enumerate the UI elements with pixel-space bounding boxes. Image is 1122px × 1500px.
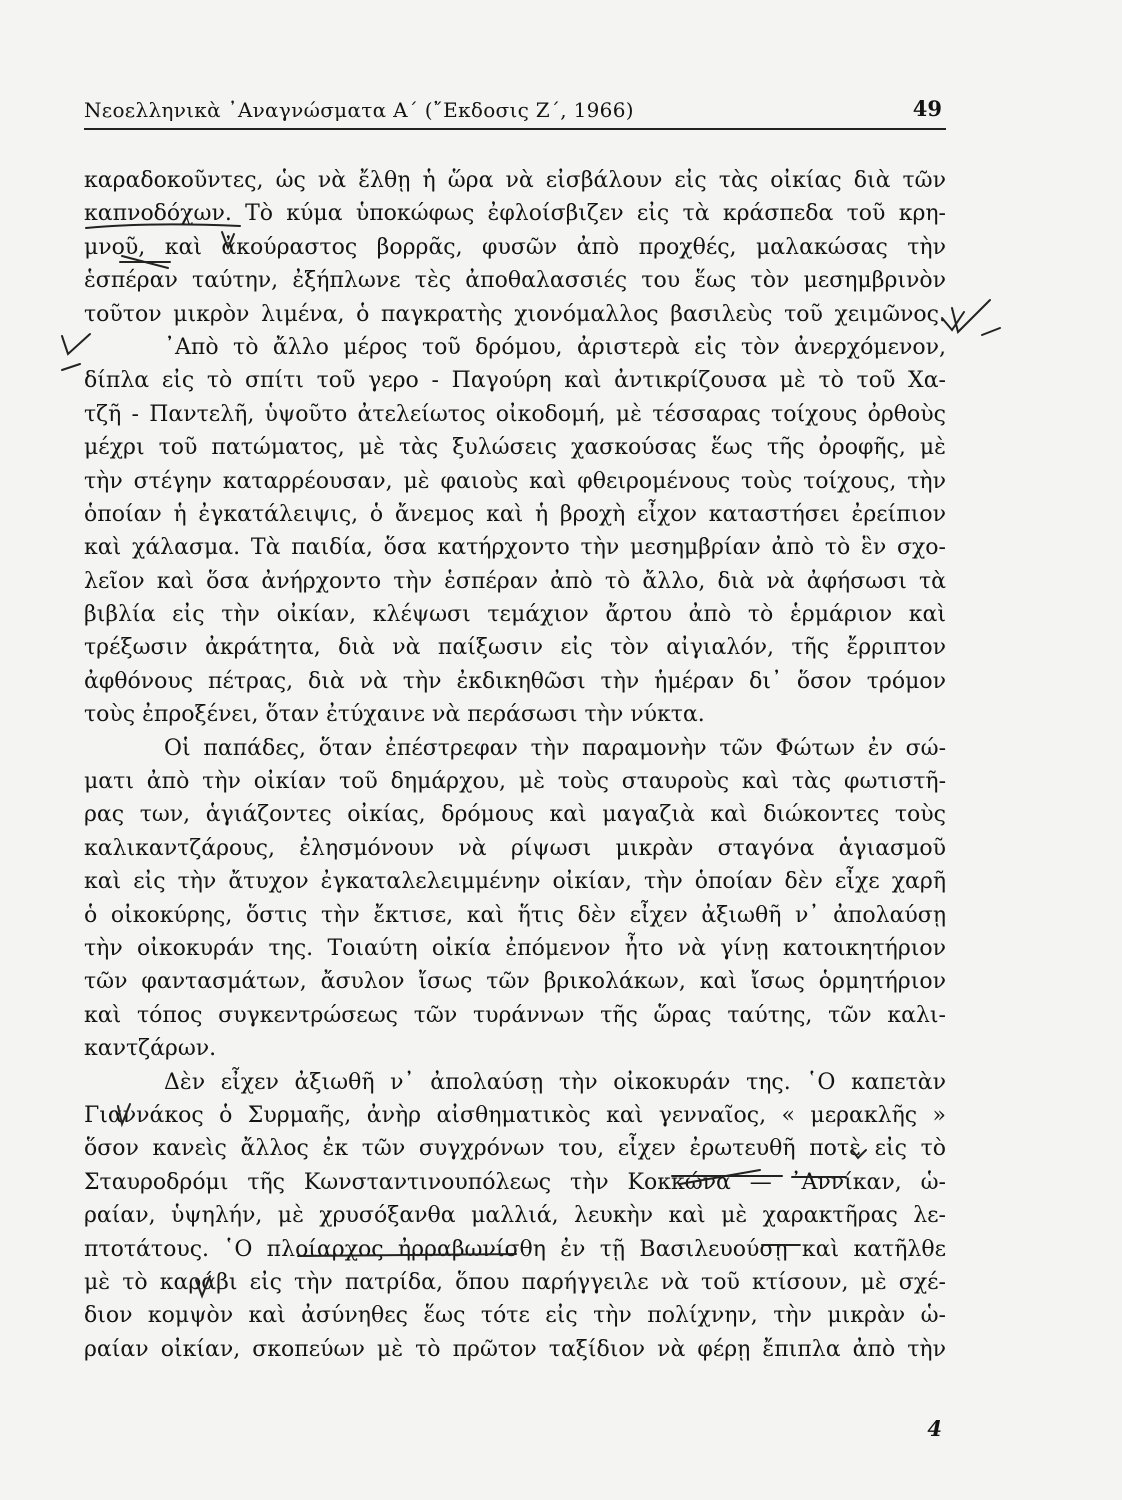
text-line: τρέξωσιν ἀκράτητα, διὰ νὰ παίξωσιν εἰς τὸν αἰγιαλόν, τῆς ἔρριπτον [84,635,946,661]
text-line: ματι ἀπὸ τὴν οἰκίαν τοῦ δημάρχου, μὲ τοὺς σταυροὺς καὶ τὰς φωτιστῆ- [84,769,946,795]
text-line: ἀφθόνους πέτρας, διὰ νὰ τὴν ἐκδικηθῶσι τὴν ἡμέραν δι᾿ ὅσον τρόμον [84,668,946,694]
text-line: καλικαντζάρους, ἐλησμόνουν νὰ ρίψωσι μικρὰν σταγόνα ἁγιασμοῦ [84,835,946,861]
text-line: πτοτάτους. ῾Ο πλοίαρχος ἠρραβωνίσθη ἐν τῇ Βασιλευούσῃ καὶ κατῆλθε [84,1236,946,1262]
text-line: καντζάρων. [84,1036,217,1062]
text-line: βιβλία εἰς τὴν οἰκίαν, κλέψωσι τεμάχιον ἄρτου ἀπὸ τὸ ἑρμάριον καὶ [84,602,946,628]
check-mark [982,328,1000,335]
check-mark [952,300,990,332]
text-line: τζῆ - Παντελῆ, ὑψοῦτο ἀτελείωτος οἰκοδομή, μὲ τέσσαρας τοίχους ὀρθοὺς [84,401,946,427]
text-line: Δὲν εἶχεν ἀξιωθῆ ν᾿ ἀπολαύσῃ τὴν οἰκοκυράν της. ῾Ο καπετὰν [164,1069,946,1095]
text-line: δίπλα εἰς τὸ σπίτι τοῦ γερο - Παγούρη καὶ ἀντικρίζουσα μὲ τὸ τοῦ Χα- [84,368,946,394]
text-line: καραδοκοῦντες, ὡς νὰ ἔλθῃ ἡ ὥρα νὰ εἰσβάλουν εἰς τὰς οἰκίας διὰ τῶν [84,168,946,193]
text-line: ραίαν οἰκίαν, σκοπεύων μὲ τὸ πρῶτον ταξίδιον νὰ φέρῃ ἔπιπλα ἀπὸ τὴν [84,1336,946,1362]
text-line: μέχρι τοῦ πατώματος, μὲ τὰς ξυλώσεις χασκούσας ἕως τῆς ὀροφῆς, μὲ [84,435,946,461]
text-line: Σταυροδρόμι τῆς Κωνσταντινουπόλεως τὴν Κοκκώνα — ᾿Αννίκαν, ὡ- [84,1169,946,1195]
text-line: καὶ τόπος συγκεντρώσεως τῶν τυράννων τῆς ὥρας ταύτης, τῶν καλι- [84,1002,946,1028]
text-line: ᾿Απὸ τὸ ἄλλο μέρος τοῦ δρόμου, ἀριστερὰ εἰς τὸν ἀνερχόμενον, [164,334,946,360]
text-line: ἑσπέραν ταύτην, ἐξήπλωνε τὲς ἀποθαλασσιές του ἕως τὸν μεσημβρινὸν [84,268,946,294]
text-line: ὁ οἰκοκύρης, ὅστις τὴν ἔκτισε, καὶ ἥτις δὲν εἶχεν ἀξιωθῆ ν᾿ ἀπολαύσῃ [84,902,946,928]
text-line: ὁποίαν ἡ ἐγκατάλειψις, ὁ ἄνεμος καὶ ἡ βροχὴ εἶχον καταστήσει ἐρείπιον [84,501,946,527]
text-line: διον κομψὸν καὶ ἀσύνηθες ἕως τότε εἰς τὴν πολίχνην, τὴν μικρὰν ὡ- [84,1303,946,1329]
header-title: Νεοελληνικὰ ᾿Αναγνώσματα Α´ (῎Εκδοσις Ζ´, 1966) [84,98,634,122]
text-line: μὲ τὸ καράβι εἰς τὴν πατρίδα, ὅπου παρήγγειλε νὰ τοῦ κτίσουν, μὲ σχέ- [84,1269,946,1295]
text-line: ρας των, ἁγιάζοντες οἰκίας, δρόμους καὶ μαγαζιὰ καὶ διώκοντες τοὺς [84,802,946,828]
text-line: καπνοδόχων. Τὸ κύμα ὑποκώφως ἐφλοίσβιζεν εἰς τὰ κράσπεδα τοῦ κρη- [84,201,946,227]
text-line: ὅσον κανεὶς ἄλλος ἐκ τῶν συγχρόνων του, εἶχεν ἐρωτευθῆ ποτὲ εἰς τὸ [84,1136,946,1162]
text-line: Οἱ παπάδες, ὅταν ἐπέστρεφαν τὴν παραμονὴν τῶν Φώτων ἐν σώ- [164,735,946,761]
text-line: καὶ χάλασμα. Τὰ παιδία, ὅσα κατήρχοντο τὴν μεσημβρίαν ἀπὸ τὸ ἓν σχο- [84,535,946,561]
text-line: μνοῦ, καὶ ἀκούραστος βορρᾶς, φυσῶν ἀπὸ προχθές, μαλακώσας τὴν [84,234,946,260]
sheet-number: 4 [927,1416,942,1441]
text-line: λεῖον καὶ ὅσα ἀνήρχοντο τὴν ἑσπέραν ἀπὸ τὸ ἄλλο, διὰ νὰ ἀφήσωσι τὰ [84,568,946,594]
text-line: Γιαννάκος ὁ Συρμαῆς, ἀνὴρ αἰσθηματικὸς καὶ γενναῖος, « μερακλῆς » [84,1102,946,1128]
header-rule [84,128,946,130]
check-mark [62,364,80,370]
text-line: τὴν στέγην καταρρέουσαν, μὲ φαιοὺς καὶ φθειρομένους τοὺς τοίχους, τὴν [84,468,946,494]
body-text [84,164,946,1366]
text-line: τοὺς ἐπροξένει, ὅταν ἐτύχαινε νὰ περάσωσι τὴν νύκτα. [84,702,705,728]
text-line: τῶν φαντασμάτων, ἄσυλον ἴσως τῶν βρικολάκων, καὶ ἴσως ὁρμητήριον [84,969,946,995]
text-line: ραίαν, ὑψηλήν, μὲ χρυσόξανθα μαλλιά, λευκὴν καὶ μὲ χαρακτῆρας λε- [84,1203,946,1229]
page-number: 49 [912,96,942,121]
text-line: τοῦτον μικρὸν λιμένα, ὁ παγκρατὴς χιονόμαλλος βασιλεὺς τοῦ χειμῶνος. [84,301,946,327]
text-line: καὶ εἰς τὴν ἄτυχον ἐγκαταλελειμμένην οἰκίαν, τὴν ὁποίαν δὲν εἶχε χαρῆ [84,869,946,895]
running-header [84,96,946,126]
text-line: τὴν οἰκοκυράν της. Τοιαύτη οἰκία ἐπόμενον ἦτο νὰ γίνῃ κατοικητήριον [84,935,946,961]
